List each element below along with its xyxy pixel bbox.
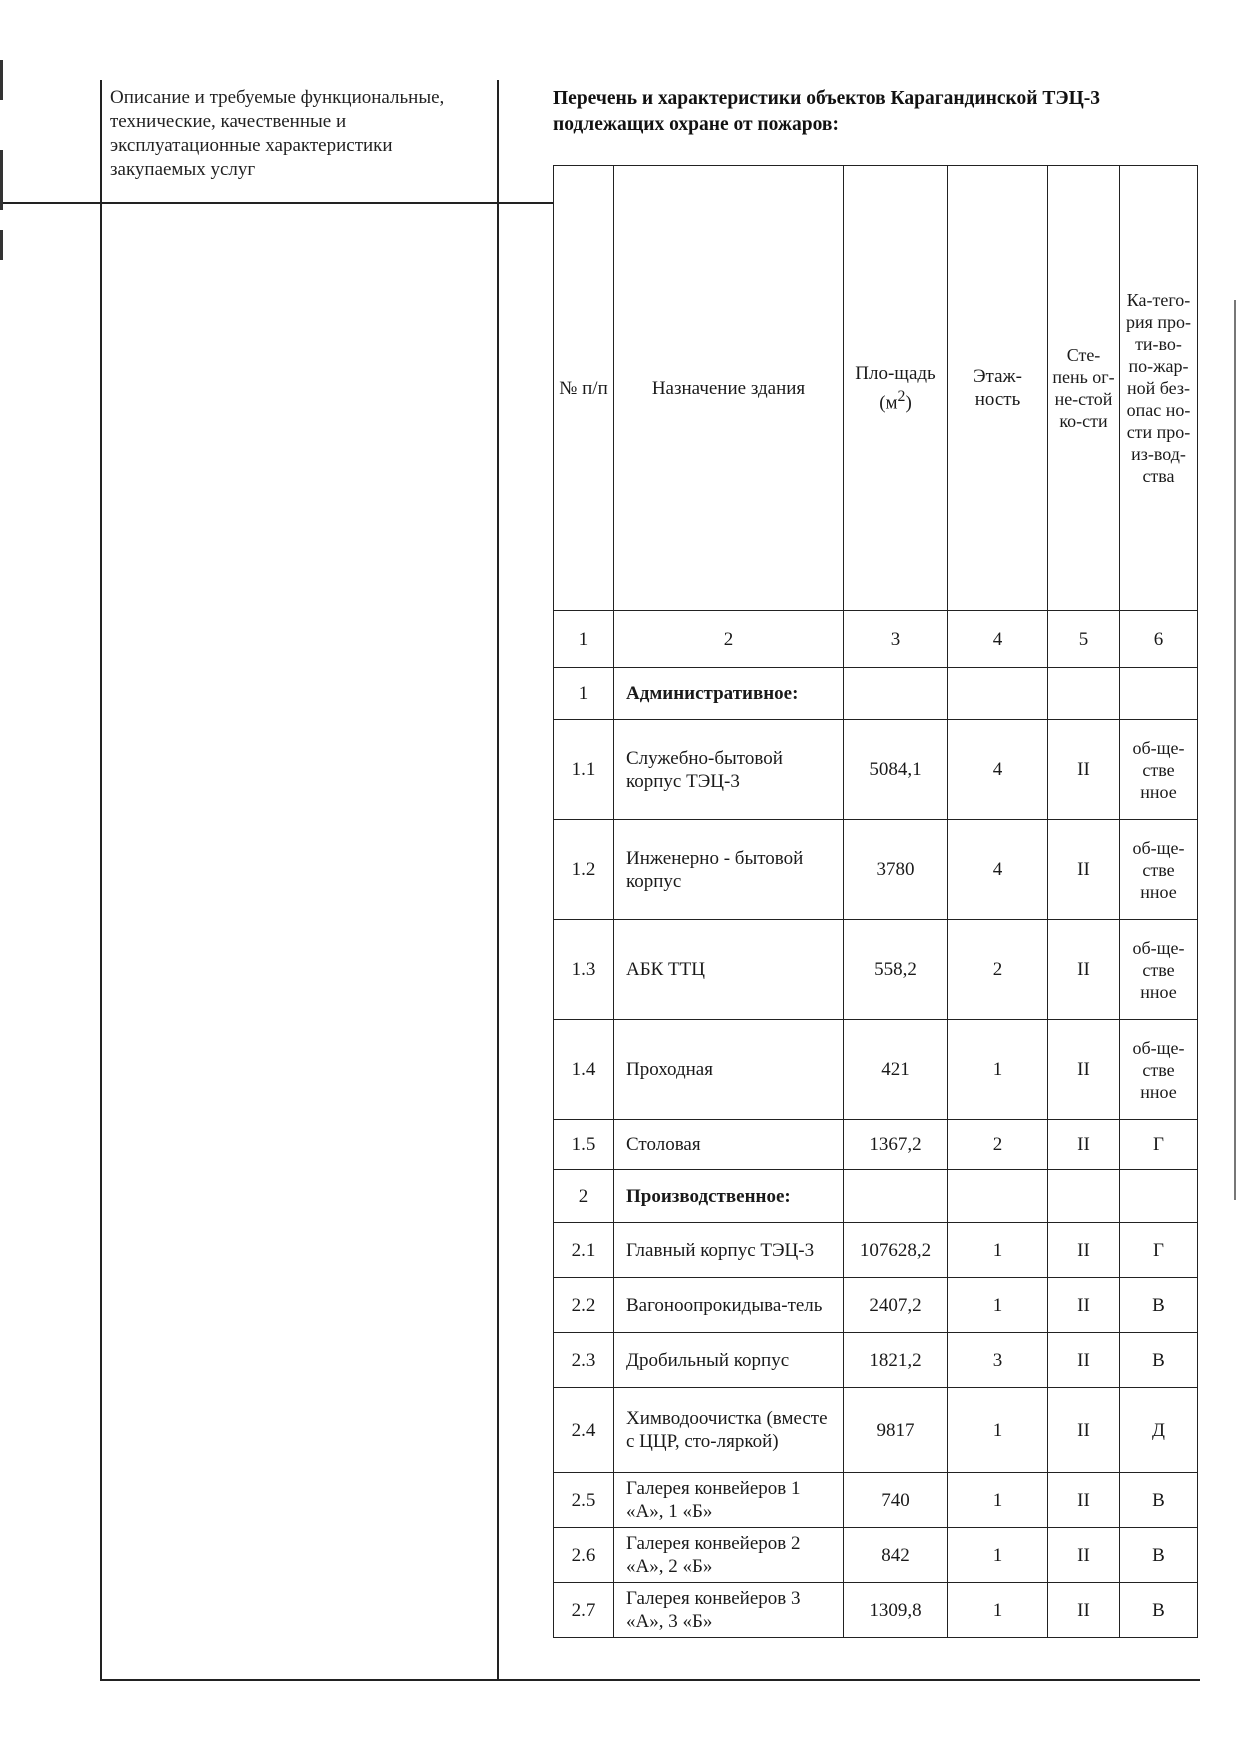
category-value: об-ще-стве нное — [1120, 820, 1198, 920]
col-floors-header: Этаж-ность — [948, 166, 1048, 611]
area-value: 1821,2 — [844, 1333, 948, 1388]
table-row — [554, 1223, 1198, 1278]
building-name: Галерея конвейеров 2 «А», 2 «Б» — [614, 1528, 844, 1583]
category-value: В — [1120, 1473, 1198, 1528]
section-title: Производственное: — [614, 1170, 844, 1223]
empty-cell — [844, 1170, 948, 1223]
col-number: 4 — [948, 611, 1048, 668]
col-number: 6 — [1120, 611, 1198, 668]
section-number: 2 — [554, 1170, 614, 1223]
empty-cell — [948, 668, 1048, 720]
table-row — [554, 1020, 1198, 1120]
category-value: В — [1120, 1278, 1198, 1333]
category-value: В — [1120, 1583, 1198, 1638]
empty-cell — [1120, 1170, 1198, 1223]
category-value: Г — [1120, 1223, 1198, 1278]
empty-cell — [1048, 1170, 1120, 1223]
table-row — [554, 820, 1198, 920]
table-row — [554, 1388, 1198, 1473]
building-name: Галерея конвейеров 1 «А», 1 «Б» — [614, 1473, 844, 1528]
building-name: Столовая — [614, 1120, 844, 1170]
fire-degree-value: II — [1048, 1020, 1120, 1120]
header-row — [554, 166, 1198, 611]
col-number: 1 — [554, 611, 614, 668]
category-value: об-ще-стве нное — [1120, 1020, 1198, 1120]
floors-value: 2 — [948, 920, 1048, 1020]
floors-value: 1 — [948, 1223, 1048, 1278]
floors-value: 1 — [948, 1278, 1048, 1333]
floors-value: 1 — [948, 1388, 1048, 1473]
row-number: 1.1 — [554, 720, 614, 820]
fire-degree-value: II — [1048, 920, 1120, 1020]
building-name: Дробильный корпус — [614, 1333, 844, 1388]
section-number: 1 — [554, 668, 614, 720]
floors-value: 1 — [948, 1583, 1048, 1638]
building-name: Химводоочистка (вместе с ЦЦР, сто-ляркой) — [614, 1388, 844, 1473]
col-area-header: Пло-щадь $(м^2)$ — [844, 166, 948, 611]
building-name: Вагоноопрокидыва-тель — [614, 1278, 844, 1333]
table-row — [554, 1333, 1198, 1388]
row-number: 2.7 — [554, 1583, 614, 1638]
empty-cell — [1048, 668, 1120, 720]
table-row — [554, 1120, 1198, 1170]
objects-table — [553, 165, 1198, 1638]
floors-value: 4 — [948, 720, 1048, 820]
empty-cell — [948, 1170, 1048, 1223]
area-value: 9817 — [844, 1388, 948, 1473]
fire-degree-value: II — [1048, 1583, 1120, 1638]
category-value: об-ще-стве нное — [1120, 920, 1198, 1020]
frame-middle-line — [497, 80, 499, 1680]
column-number-row — [554, 611, 1198, 668]
table-row — [554, 1583, 1198, 1638]
category-value: Г — [1120, 1120, 1198, 1170]
area-value: 2407,2 — [844, 1278, 948, 1333]
col-category-header: Ка-тего-рия про-ти-во-по-жар-ной без-опас но-сти про-из-вод-ства — [1120, 166, 1198, 611]
area-value: 1309,8 — [844, 1583, 948, 1638]
col-number: 5 — [1048, 611, 1120, 668]
col-name-header: Назначение здания — [614, 166, 844, 611]
frame-left-line — [100, 80, 102, 1680]
area-value: 3780 — [844, 820, 948, 920]
empty-cell — [844, 668, 948, 720]
area-value: 740 — [844, 1473, 948, 1528]
left-description: Описание и требуемые функциональные, технические, качественные и эксплуатационные характеристики закупаемых услуг — [110, 87, 445, 180]
table-row — [554, 1278, 1198, 1333]
building-name: Главный корпус ТЭЦ-3 — [614, 1223, 844, 1278]
category-value: В — [1120, 1333, 1198, 1388]
table-row — [554, 720, 1198, 820]
row-number: 1.5 — [554, 1120, 614, 1170]
area-value: 5084,1 — [844, 720, 948, 820]
fire-degree-value: II — [1048, 1473, 1120, 1528]
floors-value: 2 — [948, 1120, 1048, 1170]
margin-mark — [0, 150, 3, 210]
row-number: 2.2 — [554, 1278, 614, 1333]
col-num-header: № п/п — [554, 166, 614, 611]
building-name: Галерея конвейеров 3 «А», 3 «Б» — [614, 1583, 844, 1638]
floors-value: 3 — [948, 1333, 1048, 1388]
floors-value: 1 — [948, 1528, 1048, 1583]
fire-degree-value: II — [1048, 1120, 1120, 1170]
area-value: 107628,2 — [844, 1223, 948, 1278]
area-value: 558,2 — [844, 920, 948, 1020]
building-name: Проходная — [614, 1020, 844, 1120]
fire-degree-value: II — [1048, 1333, 1120, 1388]
fire-degree-value: II — [1048, 1223, 1120, 1278]
frame-top-divider — [0, 202, 553, 204]
row-number: 1.2 — [554, 820, 614, 920]
area-value: 1367,2 — [844, 1120, 948, 1170]
section-row — [554, 668, 1198, 720]
margin-mark — [0, 60, 3, 100]
col-number: 2 — [614, 611, 844, 668]
fire-degree-value: II — [1048, 1528, 1120, 1583]
building-name: Служебно-бытовой корпус ТЭЦ-3 — [614, 720, 844, 820]
floors-value: 1 — [948, 1473, 1048, 1528]
fire-degree-value: II — [1048, 1388, 1120, 1473]
area-value: 842 — [844, 1528, 948, 1583]
table-row — [554, 1528, 1198, 1583]
building-name: АБК ТТЦ — [614, 920, 844, 1020]
margin-mark — [1234, 300, 1236, 1200]
row-number: 1.3 — [554, 920, 614, 1020]
category-value: Д — [1120, 1388, 1198, 1473]
col-degree-header: Сте-пень ог-не-стой ко-сти — [1048, 166, 1120, 611]
empty-cell — [1120, 668, 1198, 720]
margin-mark — [0, 230, 3, 260]
row-number: 2.6 — [554, 1528, 614, 1583]
building-name: Инженерно - бытовой корпус — [614, 820, 844, 920]
table-row — [554, 920, 1198, 1020]
section-title: Административное: — [614, 668, 844, 720]
table-row — [554, 1473, 1198, 1528]
row-number: 2.5 — [554, 1473, 614, 1528]
floors-value: 4 — [948, 820, 1048, 920]
row-number: 1.4 — [554, 1020, 614, 1120]
fire-degree-value: II — [1048, 820, 1120, 920]
category-value: В — [1120, 1528, 1198, 1583]
row-number: 2.4 — [554, 1388, 614, 1473]
category-value: об-ще-стве нное — [1120, 720, 1198, 820]
page-heading: Перечень и характеристики объектов Карагандинской ТЭЦ-3 подлежащих охране от пожаров: — [553, 88, 1101, 135]
fire-degree-value: II — [1048, 1278, 1120, 1333]
area-value: 421 — [844, 1020, 948, 1120]
frame-bottom-line — [100, 1679, 1200, 1681]
row-number: 2.3 — [554, 1333, 614, 1388]
row-number: 2.1 — [554, 1223, 614, 1278]
fire-degree-value: II — [1048, 720, 1120, 820]
section-row — [554, 1170, 1198, 1223]
floors-value: 1 — [948, 1020, 1048, 1120]
col-number: 3 — [844, 611, 948, 668]
